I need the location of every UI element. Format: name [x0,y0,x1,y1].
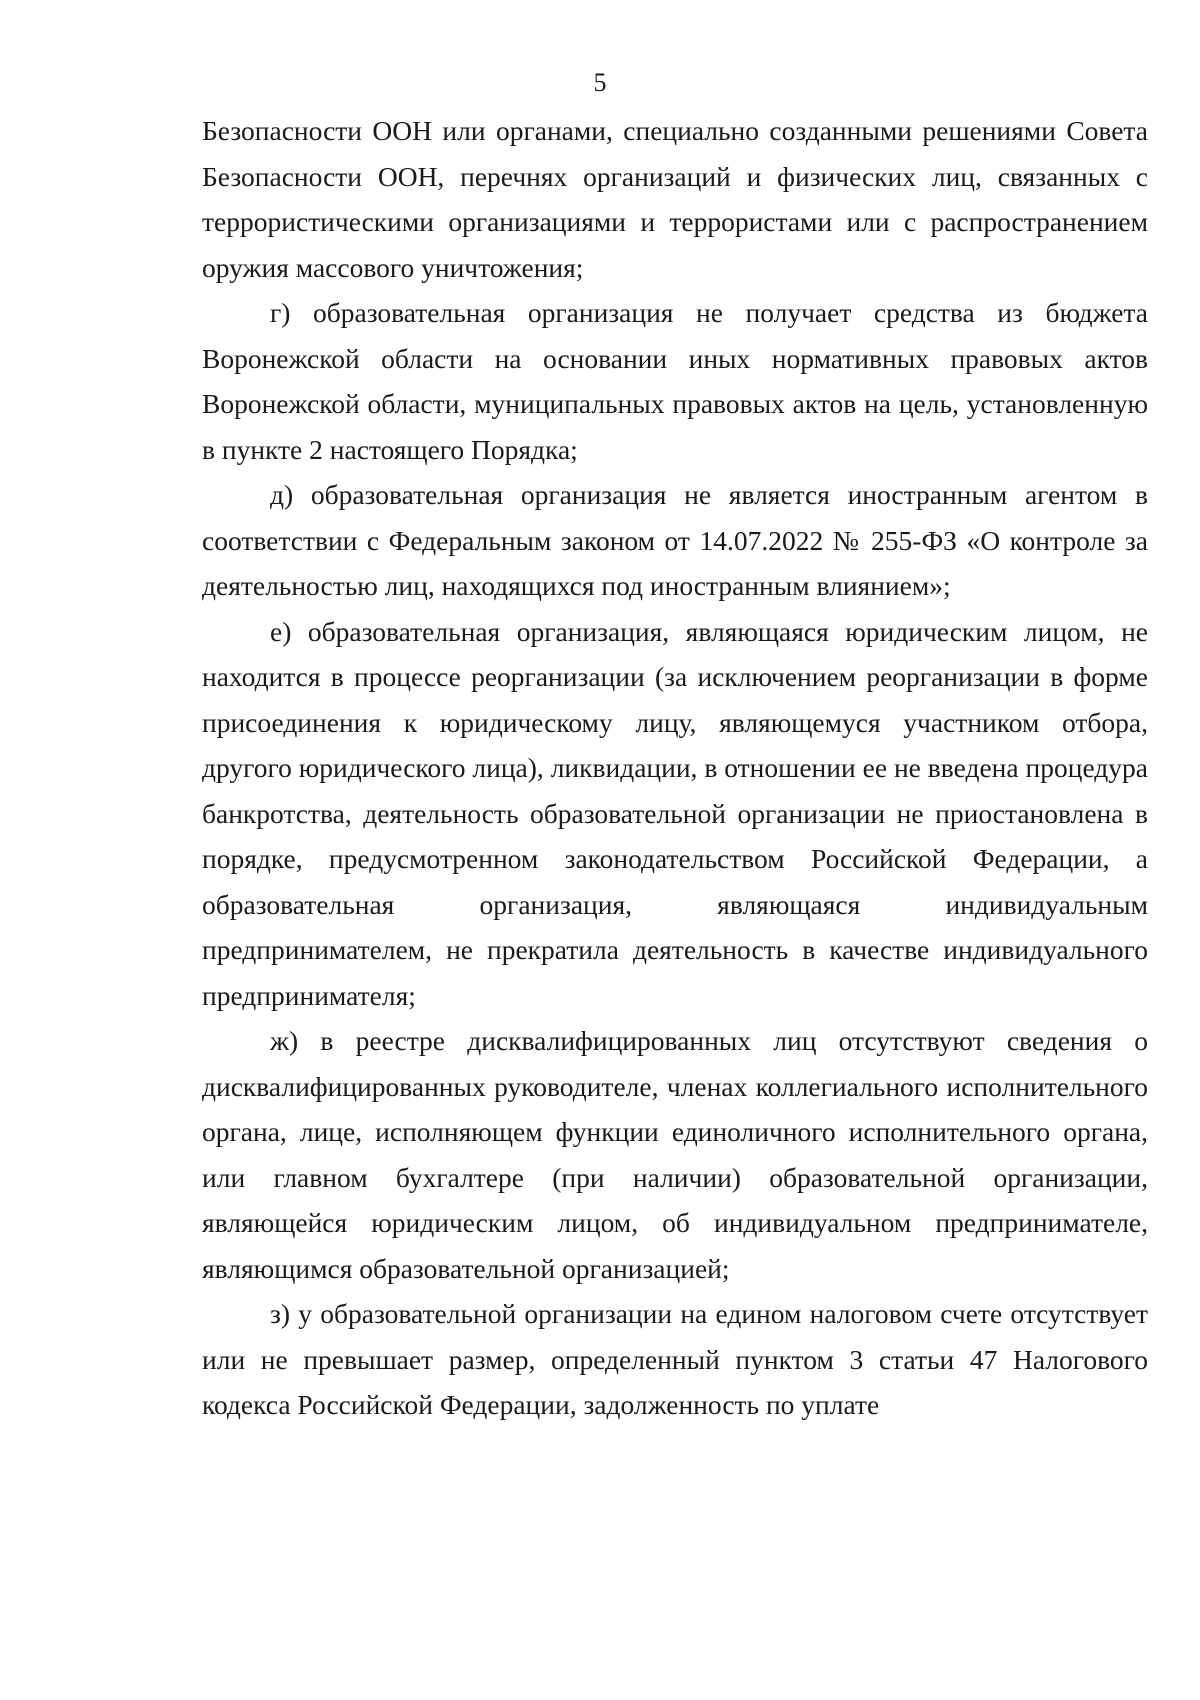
page-number: 5 [593,68,607,97]
paragraph-item-g: г) образовательная организация не получает средства из бюджета Воронежской области на основании иных нормативных правовых актов Воронежской области, муниципальных правовых актов на цель, установленную в пункте 2 настоящего Порядка; [202,297,1148,465]
paragraph-item-e: е) образовательная организация, являющаяся юридическим лицом, не находится в процессе реорганизации (за исключением реорганизации в форме присоединения к юридическому лицу, являющемуся участником отбора, другого юридического лица), ликвидации, в отношении ее не введена процедура банкротства, деятельность образовательной организации не приостановлена в порядке, предусмотренном законодательством Российской Федерации, а образовательная организация, являющаяся индивидуальным предпринимателем, не прекратила деятельность в качестве индивидуального предпринимателя; [202,615,1148,1011]
paragraph-item-d: д) образовательная организация не является иностранным агентом в соответствии с Федеральным законом от 14.07.2022 № 255-ФЗ «О контроле за деятельностью лиц, находящихся под иностранным влиянием»; [202,479,1148,601]
paragraph-item-zh: ж) в реестре дисквалифицированных лиц отсутствуют сведения о дисквалифицированных руководителе, членах коллегиального исполнительного органа, лице, исполняющем функции единоличного исполнительного органа, или главном бухгалтере (при наличии) образовательной организации, являющейся юридическим лицом, об индивидуальном предпринимателе, являющимся образовательной организацией; [202,1025,1148,1284]
paragraph-continuation: Безопасности ООН или органами, специально созданными решениями Совета Безопасности ООН, перечнях организаций и физических лиц, связанных с террористическими организациями и террористами или с распространением оружия массового уничтожения; [202,115,1148,283]
document-body [202,108,1148,1428]
paragraph-item-z: з) у образовательной организации на едином налоговом счете отсутствует или не превышает размер, определенный пунктом 3 статьи 47 Налогового кодекса Российской Федерации, задолженность по уплате [202,1298,1148,1420]
